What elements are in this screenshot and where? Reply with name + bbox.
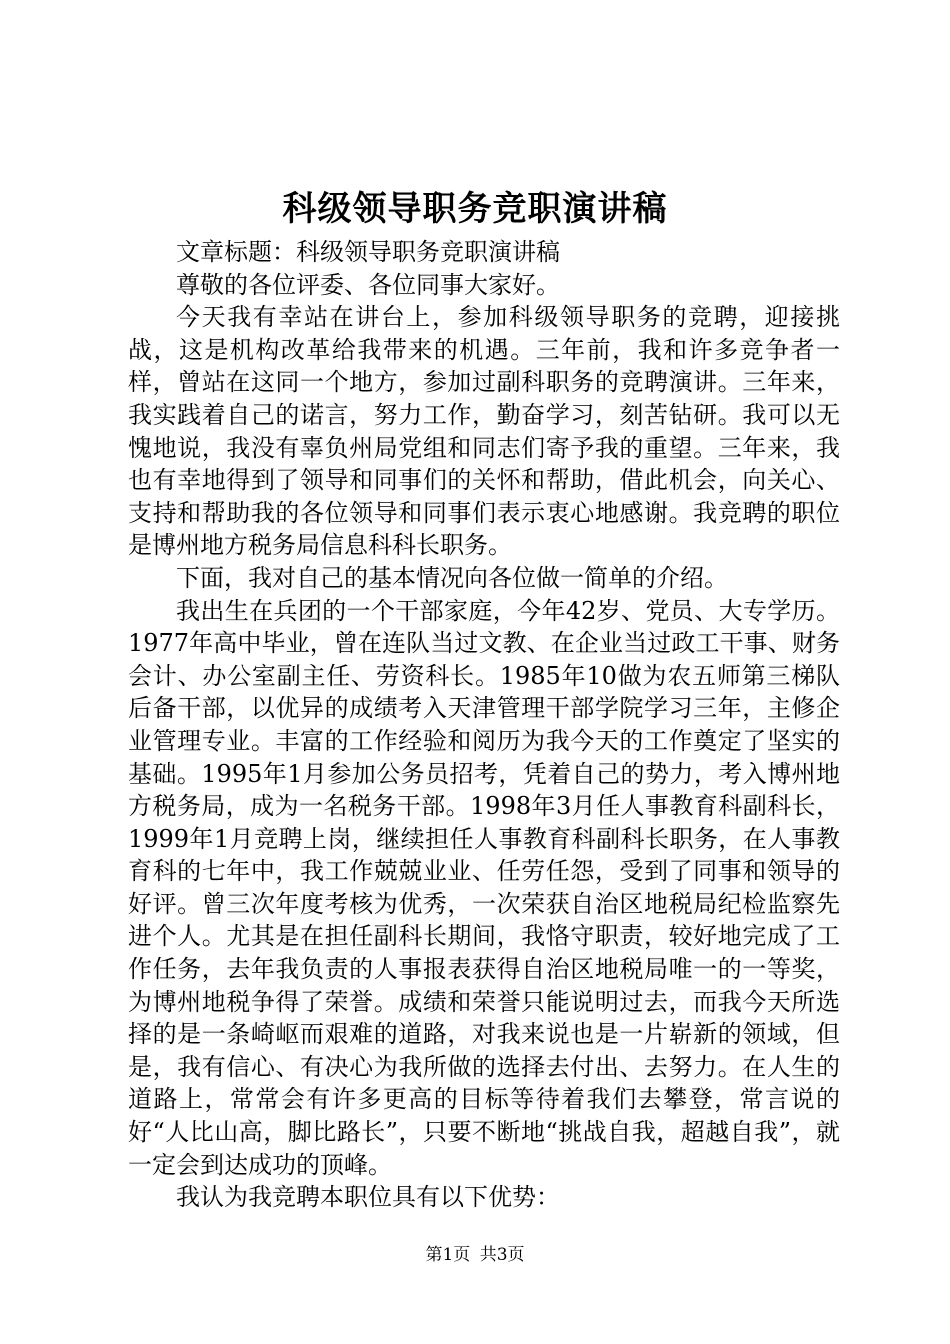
- document-title: 科级领导职务竞职演讲稿: [282, 189, 668, 229]
- page-footer: [0, 1243, 950, 1267]
- page-total: 共3页: [479, 1245, 525, 1265]
- document-body: [128, 236, 840, 1214]
- paragraph-introduction: 今天我有幸站在讲台上，参加科级领导职务的竞聘，迎接挑战，这是机构改革给我带来的机遇。三年前，我和许多竞争者一样，曾站在这同一个地方，参加过副科职务的竞聘演讲。三年来，我实践着自己的诺言，努力工作，勤奋学习，刻苦钻研。我可以无愧地说，我没有辜负州局党组和同志们寄予我的重望。三年来，我也有幸地得到了领导和同事们的关怀和帮助，借此机会，向关心、支持和帮助我的各位领导和同事们表示衷心地感谢。我竞聘的职位是博州地方税务局信息科科长职务。: [128, 303, 840, 560]
- paragraph-article-title: 文章标题：科级领导职务竞职演讲稿: [176, 238, 560, 266]
- paragraph-greeting: 尊敬的各位评委、各位同事大家好。: [176, 270, 560, 299]
- page-number: 第1页: [425, 1245, 471, 1265]
- paragraph-advantages: 我认为我竞聘本职位具有以下优势：: [176, 1183, 560, 1212]
- paragraph-background: 我出生在兵团的一个干部家庭，今年42岁、党员、大专学历。1977年高中毕业，曾在连队当过文教、在企业当过政工干事、财务会计、办公室副主任、劳资科长。1985年10做为农五师第三梯队后备干部，以优异的成绩考入天津管理干部学院学习三年，主修企业管理专业。丰富的工作经验和阅历为我今天的工作奠定了坚实的基础。1995年1月参加公务员招考，凭着自己的势力，考入博州地方税务局，成为一名税务干部。1998年3月任人事教育科副科长，1999年1月竞聘上岗，继续担任人事教育科副科长职务，在人事教育科的七年中，我工作兢兢业业、任劳任怨，受到了同事和领导的好评。曾三次年度考核为优秀，一次荣获自治区地税局纪检监察先进个人。尤其是在担任副科长期间，我恪守职责，较好地完成了工作任务，去年我负责的人事报表获得自治区地税局唯一的一等奖，为博州地税争得了荣誉。成绩和荣誉只能说明过去，而我今天所选择的是一条崎岖而艰难的道路，对我来说也是一片崭新的领域，但是，我有信心、有决心为我所做的选择去付出、去努力。在人生的道路上，常常会有许多更高的目标等待着我们去攀登，常言说的好“人比山高，脚比路长”，只要不断地“挑战自我，超越自我”，就一定会到达成功的顶峰。: [128, 596, 840, 1179]
- paragraph-transition: 下面，我对自己的基本情况向各位做一简单的介绍。: [176, 563, 728, 592]
